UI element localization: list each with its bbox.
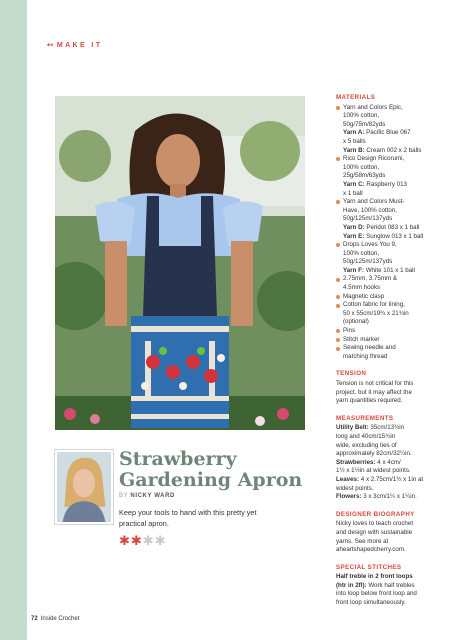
rating-stars-empty: ✱✱ — [142, 533, 167, 548]
material-item — [336, 293, 446, 302]
measurements-heading: MEASUREMENTS — [336, 414, 394, 422]
page-footer — [31, 616, 79, 622]
difficulty-rating — [119, 533, 167, 549]
measurement-label: Utility Belt: — [336, 424, 369, 432]
measurement-text: 4 x 2.75cm/1½ x 1in at — [360, 475, 424, 483]
measurement-label: Flowers: — [336, 493, 362, 501]
material-item — [336, 104, 446, 113]
bio-heading: DESIGNER BIOGRAPHY — [336, 510, 415, 518]
rating-stars-filled: ✱✱ — [119, 533, 143, 548]
tension-section — [336, 370, 446, 405]
stitch-text: front loop simultaneously. — [336, 599, 406, 607]
yarn-value: Raspberry 013 — [366, 180, 407, 188]
author-photo — [55, 450, 113, 524]
yarn-value: Sunglow 013 x 1 ball — [366, 232, 424, 240]
measurement-text: 35cm/13¾in — [370, 424, 405, 432]
arrow-icon: ↤ — [47, 42, 53, 49]
yarn-f — [336, 267, 446, 276]
magazine-name: Inside Crochet — [40, 616, 80, 622]
material-text: 50g/125m/137yds — [343, 258, 393, 266]
material-item — [336, 155, 446, 164]
material-item — [336, 198, 446, 207]
material-item — [336, 327, 446, 336]
yarn-quantity: x 1 ball — [343, 189, 363, 197]
measurement-text: long and 40cm/15¾in — [336, 432, 396, 440]
stitches-heading: SPECIAL STITCHES — [336, 563, 402, 571]
material-text: Have, 100% cotton, — [343, 206, 398, 214]
measurement-text: 4 x 4cm/ — [377, 458, 401, 466]
pattern-sidebar — [336, 94, 446, 617]
yarn-value: Pacific Blue 067 — [366, 129, 411, 137]
materials-section — [336, 94, 446, 361]
stitch-line — [336, 582, 446, 591]
yarn-b — [336, 147, 446, 156]
yarn-label: Yarn E: — [343, 232, 365, 240]
tension-heading: TENSION — [336, 370, 367, 378]
material-text: 50 x 55cm/19¾ x 21¾in — [343, 309, 409, 317]
yarn-value: Cream 002 x 2 balls — [366, 146, 422, 154]
yarn-label: Yarn B: — [343, 146, 365, 154]
apron-photo-illustration — [55, 96, 305, 430]
tension-text: Tension is not critical for this — [336, 380, 414, 387]
bio-text: and design with sustainable — [336, 528, 413, 536]
measurement-text: approximately 82cm/32¼in. — [336, 450, 412, 458]
measurement-text: wide, excluding ties of — [336, 441, 397, 449]
yarn-label: Yarn C: — [343, 180, 365, 188]
measurement-strawberries — [336, 459, 446, 468]
bio-text: Nicky loves to teach crochet — [336, 520, 414, 528]
material-text: 100% cotton, — [343, 112, 380, 120]
material-item — [336, 275, 446, 284]
material-text: matching thread — [343, 352, 388, 360]
byline-prefix: BY — [119, 493, 129, 499]
yarn-label: Yarn D: — [343, 223, 365, 231]
measurement-belt — [336, 424, 446, 433]
material-item — [336, 241, 446, 250]
yarn-a — [336, 129, 446, 138]
yarn-label: Yarn F: — [343, 266, 364, 274]
bio-text: aheartshapedcherry.com. — [336, 546, 406, 554]
stitch-name: Half treble in 2 front loops — [336, 573, 413, 581]
tension-text: yarn quantities required. — [336, 397, 403, 405]
author-name: NICKY WARD — [130, 493, 175, 499]
material-item — [336, 336, 446, 345]
bio-text: yarns. See more at — [336, 537, 389, 545]
material-text: 4.5mm hooks — [343, 284, 381, 292]
title-line-1: Strawberry — [119, 448, 237, 470]
material-text: Magnetic clasp — [343, 292, 385, 300]
material-item — [336, 344, 446, 353]
stitches-section — [336, 564, 446, 608]
stitch-text: Work half trebles — [368, 581, 415, 589]
material-text: 100% cotton, — [343, 163, 380, 171]
yarn-label: Yarn A: — [343, 129, 365, 137]
yarn-d — [336, 224, 446, 233]
bio-section — [336, 511, 446, 555]
material-text: Yarn and Colors Must- — [343, 198, 405, 206]
measurement-text: widest points. — [336, 484, 374, 492]
magazine-page — [27, 0, 453, 640]
material-text: Yarn and Colors Epic, — [343, 103, 403, 111]
materials-heading: MATERIALS — [336, 94, 376, 101]
measurement-label: Leaves: — [336, 475, 360, 483]
material-text: 50g/125m/137yds — [343, 215, 393, 223]
yarn-quantity: x 5 balls — [343, 137, 366, 145]
material-text: Rico Design Ricorumi, — [343, 155, 405, 163]
measurement-label: Strawberries: — [336, 458, 376, 466]
tension-text: project, but it may affect the — [336, 388, 412, 396]
yarn-value: White 101 x 1 ball — [365, 266, 415, 274]
yarn-c — [336, 181, 446, 190]
material-text: 100% cotton, — [343, 249, 380, 257]
measurements-section — [336, 415, 446, 502]
material-text: Stitch marker — [343, 335, 380, 343]
main-photo — [55, 96, 305, 430]
material-text: 2.75mm, 3.75mm & — [343, 275, 397, 283]
article-title — [119, 449, 309, 491]
measurement-flowers — [336, 493, 446, 502]
author-portrait-illustration — [57, 452, 111, 522]
material-text: 50g/75m/82yds — [343, 120, 386, 128]
measurement-text: 1½ x 1½in at widest points. — [336, 467, 411, 475]
material-item — [336, 301, 446, 310]
yarn-value: Peridot 083 x 1 ball — [366, 223, 420, 231]
measurement-leaves — [336, 476, 446, 485]
material-text: Cotton fabric for lining, — [343, 301, 405, 309]
stitch-text: into loop below front loop and — [336, 590, 417, 598]
material-text: Sewing needle and — [343, 344, 396, 352]
material-text: 25g/58m/63yds — [343, 172, 386, 180]
section-header — [47, 41, 102, 49]
byline — [119, 493, 175, 499]
material-text: Drops Loves You 9, — [343, 241, 397, 249]
material-text: Pins — [343, 327, 356, 335]
page-number: 72 — [31, 616, 38, 622]
measurement-text: 3 x 3cm/1¼ x 1¼in. — [363, 493, 417, 501]
stitch-abbrev: (htr in 2fl): — [336, 581, 367, 589]
yarn-e — [336, 233, 446, 242]
material-text: (optional) — [343, 318, 369, 326]
section-label: MAKE IT — [56, 42, 103, 49]
standfirst: Keep your tools to hand with this pretty yet practical apron. — [119, 508, 257, 528]
title-line-2: Gardening Apron — [119, 469, 303, 491]
